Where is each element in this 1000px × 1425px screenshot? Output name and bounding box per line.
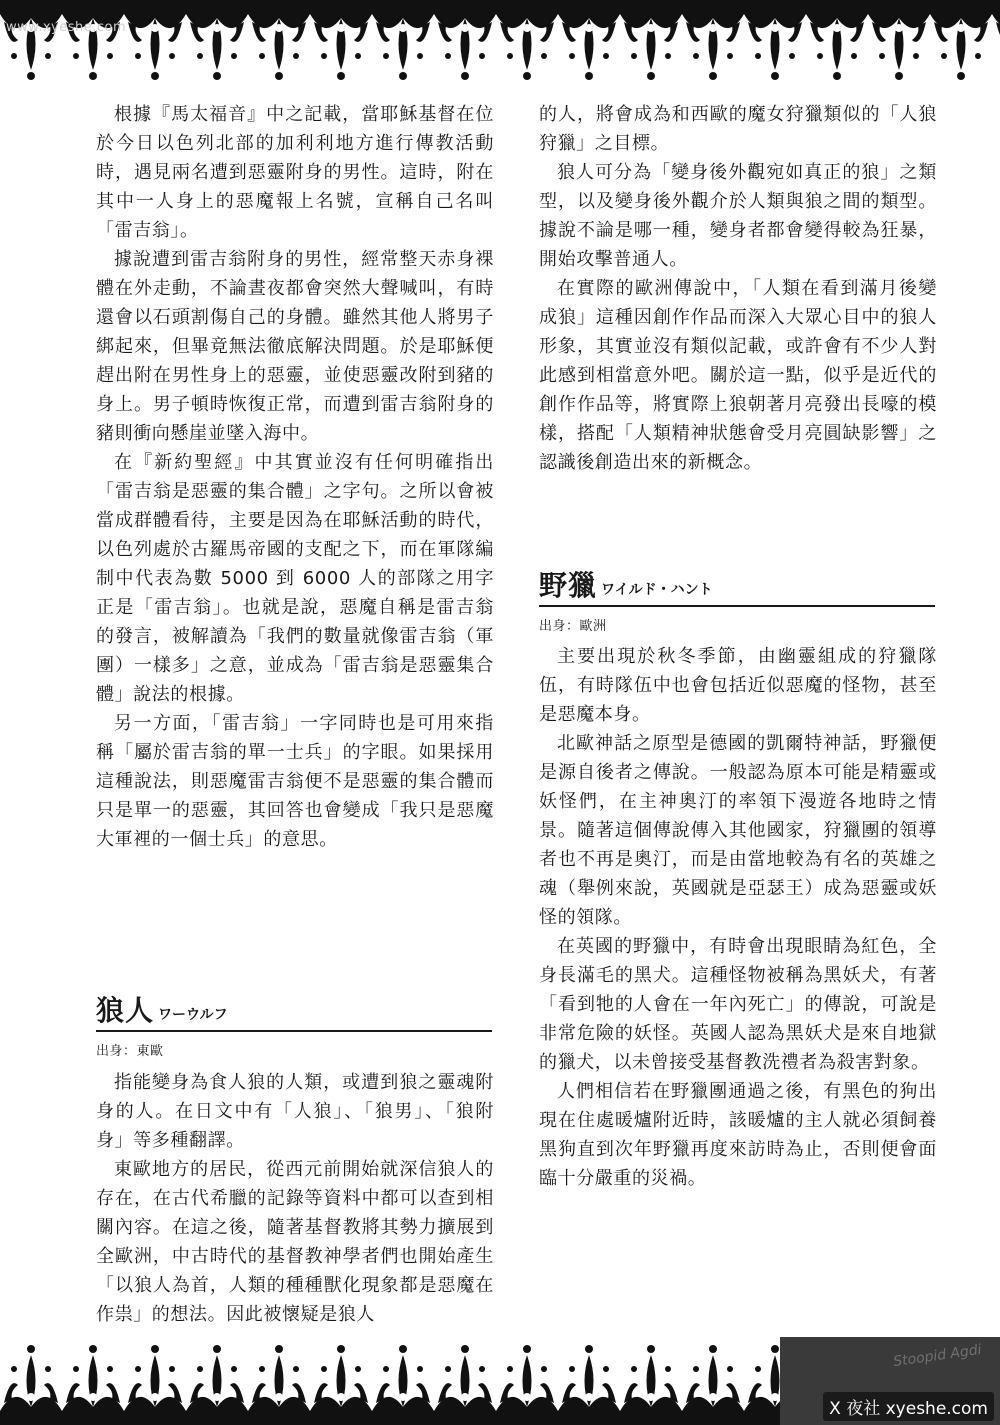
right-column-text [539,100,937,477]
section-origin: 出身：東歐 [96,1044,164,1059]
section-origin: 出身：歐洲 [539,619,607,634]
paragraph: 在『新約聖經』中其實並沒有任何明確指出「雷吉翁是惡靈的集合體」之字句。之所以會被當成群體看待，主要是因為在耶穌活動的時代，以色列處於古羅馬帝國的支配之下，而在軍隊編制中代表為數 5000 到 6000 人的部隊之用字正是「雷吉翁」。也就是說，惡魔自稱是雷吉翁的發言，被解讀為「我們的數量就像雷吉翁（軍團）一樣多」之意，並成為「雷吉翁是惡靈集合體」說法的根據。 [96,452,494,705]
section-rule [539,605,935,607]
paragraph: 指能變身為食人狼的人類，或遭到狼之靈魂附身的人。在日文中有「人狼」、「狼男」、「狼附身」等多種翻譯。 [96,1072,494,1151]
section-title: 野獵 [539,569,598,602]
paragraph: 據說遭到雷吉翁附身的男性，經常整天赤身裸體在外走動，不論晝夜都會突然大聲喊叫，有時還會以石頭割傷自己的身體。雖然其他人將男子綁起來，但畢竟無法徹底解決問題。於是耶穌便趕出附在男性身上的惡靈，並使惡靈改附到豬的身上。男子頓時恢復正常，而遭到雷吉翁附身的豬則衝向懸崖並墜入海中。 [96,249,494,444]
section-subtitle: ワイルド・ハント [601,582,713,598]
watermark-bottom: X 夜社 xyeshe.com [823,1392,994,1421]
paragraph: 狼人可分為「變身後外觀宛如真正的狼」之類型，以及變身後外觀介於人類與狼之間的類型。據說不論是哪一種，變身者都會變得較為狂暴，開始攻擊普通人。 [539,162,937,270]
section-title: 狼人 [96,994,155,1027]
section-subtitle: ワーウルフ [158,1007,228,1023]
paragraph: 另一方面，「雷吉翁」一字同時也是可用來指稱「屬於雷吉翁的單一士兵」的字眼。如果採用這種說法，則惡魔雷吉翁便不是惡靈的集合體而只是單一的惡靈，其回答也會變成「我只是惡魔大軍裡的一個士兵」的意思。 [96,713,494,850]
wild-hunt-section-body [539,642,937,1193]
wild-hunt-section-header [539,563,935,634]
paragraph: 在實際的歐洲傳說中，「人類在看到滿月後變成狼」這種因創作作品而深入大眾心目中的狼人形象，其實並沒有類似記載，或許會有不少人對此感到相當意外吧。關於這一點，似乎是近代的創作作品等，將實際上狼朝著月亮發出長嚎的模樣，搭配「人類精神狀態會受月亮圓缺影響」之認識後創造出來的新概念。 [539,278,937,473]
paragraph: 人們相信若在野獵團通過之後，有黑色的狗出現在住處暖爐附近時，該暖爐的主人就必須飼養黑狗直到次年野獵再度來訪時為止，否則便會面臨十分嚴重的災禍。 [539,1081,937,1189]
paragraph: 北歐神話之原型是德國的凱爾特神話，野獵便是源自後者之傳說。一般認為原本可能是精靈或妖怪們，在主神奧汀的率領下漫遊各地時之情景。隨著這個傳說傳入其他國家，狩獵團的領導者也不再是奧汀，而是由當地較為有名的英雄之魂（舉例來說，英國就是亞瑟王）成為惡靈或妖怪的領隊。 [539,733,937,928]
watermark-stamp: Stoopid Agdi [892,1341,983,1371]
paragraph: 主要出現於秋冬季節，由幽靈組成的狩獵隊伍，有時隊伍中也會包括近似惡魔的怪物，甚至是惡魔本身。 [539,646,937,725]
paragraph: 的人，將會成為和西歐的魔女狩獵類似的「人狼狩獵」之目標。 [539,104,937,154]
paragraph: 在英國的野獵中，有時會出現眼睛為紅色，全身長滿毛的黑犬。這種怪物被稱為黑妖犬，有著「看到牠的人會在一年內死亡」的傳說，可說是非常危險的妖怪。英國人認為黑妖犬是來自地獄的獵犬，以未曾接受基督教洗禮者為殺害對象。 [539,936,937,1073]
ornamental-border-top [0,0,1000,88]
werewolf-section-body [96,1068,494,1329]
watermark-top: www.xyeshe.com [6,20,127,35]
section-rule [96,1030,492,1032]
paragraph: 東歐地方的居民，從西元前開始就深信狼人的存在，在古代希臘的記錄等資料中都可以查到相關內容。在這之後，隨著基督教將其勢力擴展到全歐洲，中古時代的基督教神學者們也開始產生「以狼人為首，人類的種種獸化現象都是惡魔在作祟」的想法。因此被懷疑是狼人 [96,1159,494,1325]
left-column-text [96,100,494,854]
werewolf-section-header [96,988,492,1059]
paragraph: 根據『馬太福音』中之記載，當耶穌基督在位於今日以色列北部的加利利地方進行傳教活動時，遇見兩名遭到惡靈附身的男性。這時，附在其中一人身上的惡魔報上名號，宣稱自己名叫「雷吉翁」。 [96,104,494,241]
